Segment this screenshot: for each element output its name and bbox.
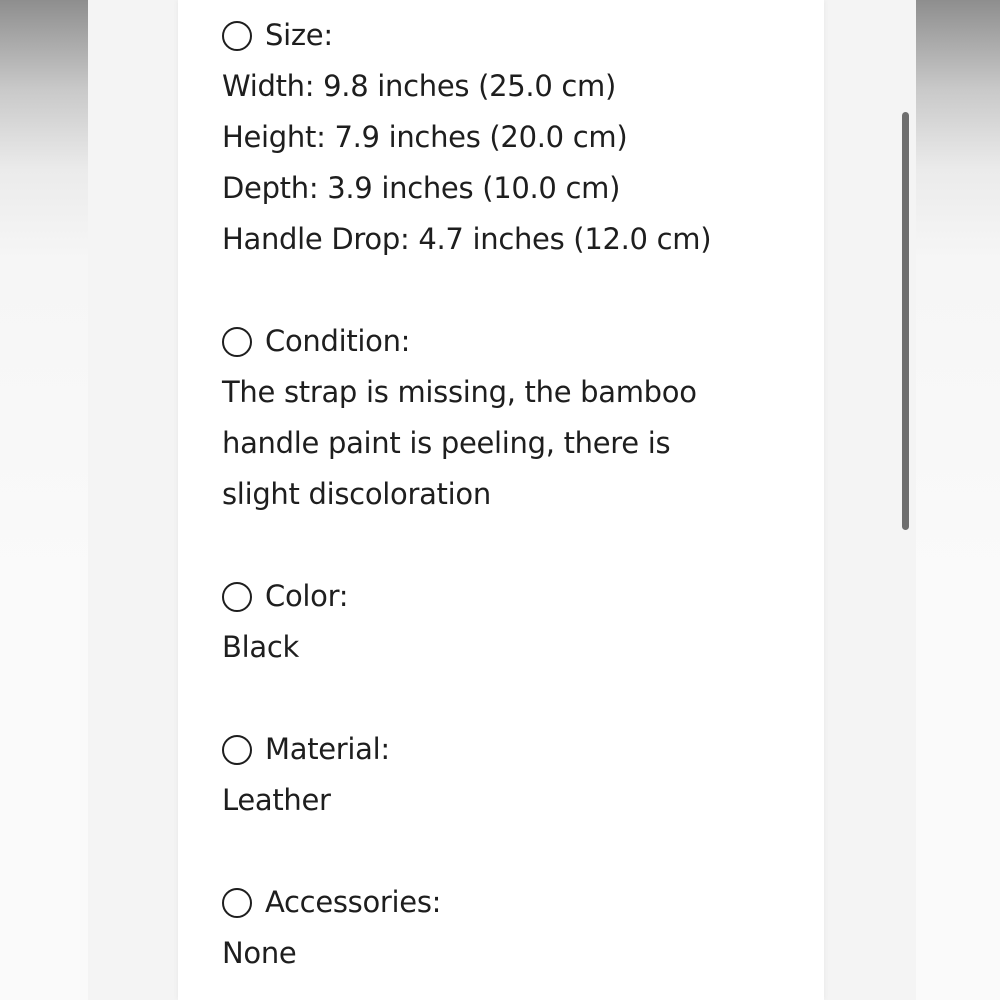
- color-heading: [222, 571, 782, 622]
- circle-bullet-icon: [222, 582, 252, 612]
- background-left: [0, 0, 90, 1000]
- background-right: [915, 0, 1000, 1000]
- circle-bullet-icon: [222, 735, 252, 765]
- circle-bullet-icon: [222, 888, 252, 918]
- accessories-heading: [222, 877, 782, 928]
- material-section: [222, 724, 782, 826]
- circle-bullet-icon: [222, 327, 252, 357]
- condition-line: The strap is missing, the bamboo: [222, 375, 697, 409]
- material-heading: [222, 724, 782, 775]
- accessories-section: [222, 877, 782, 979]
- material-heading-label: Material:: [265, 732, 390, 766]
- size-heading: [222, 10, 782, 61]
- circle-bullet-icon: [222, 21, 252, 51]
- condition-heading: [222, 316, 782, 367]
- material-value: Leather: [222, 783, 331, 817]
- size-heading-label: Size:: [265, 18, 333, 52]
- condition-heading-label: Condition:: [265, 324, 411, 358]
- size-depth: Depth: 3.9 inches (10.0 cm): [222, 171, 621, 205]
- condition-line: slight discoloration: [222, 477, 491, 511]
- size-width: Width: 9.8 inches (25.0 cm): [222, 69, 617, 103]
- accessories-heading-label: Accessories:: [265, 885, 442, 919]
- size-height: Height: 7.9 inches (20.0 cm): [222, 120, 628, 154]
- condition-line: handle paint is peeling, there is: [222, 426, 671, 460]
- size-section: [222, 10, 782, 265]
- size-handle-drop: Handle Drop: 4.7 inches (12.0 cm): [222, 222, 712, 256]
- color-heading-label: Color:: [265, 579, 349, 613]
- color-section: [222, 571, 782, 673]
- item-description: [222, 10, 782, 1000]
- scrollbar-thumb[interactable]: [902, 112, 909, 530]
- accessories-value: None: [222, 936, 297, 970]
- color-value: Black: [222, 630, 299, 664]
- condition-section: [222, 316, 782, 520]
